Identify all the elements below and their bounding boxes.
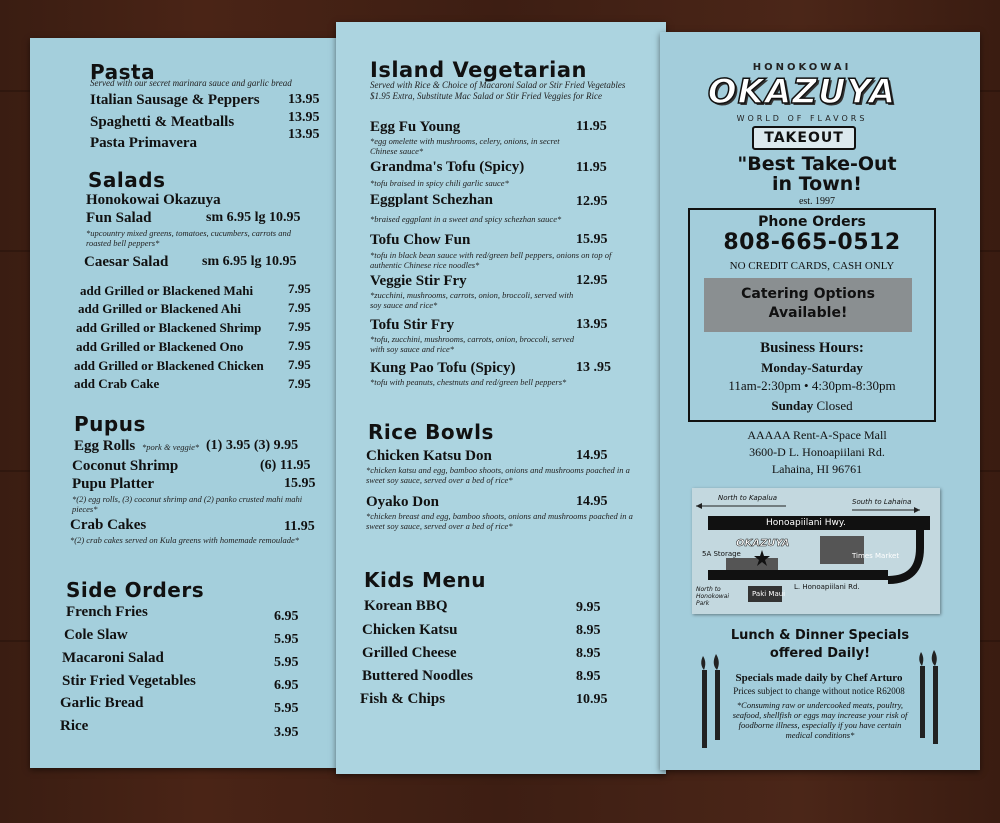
salads-heading: Salads — [88, 168, 166, 192]
map-label: Paki Maui — [752, 590, 786, 598]
pupus-heading: Pupus — [74, 412, 146, 436]
sunday-label: Sunday — [771, 398, 814, 413]
specials-prices: Prices subject to change without notice R62008 — [733, 686, 905, 696]
phone-number: 808-665-0512 — [723, 230, 901, 255]
menu-item-price: 15.95 — [576, 232, 608, 247]
menu-item-name: Grandma's Tofu (Spicy) — [370, 159, 525, 175]
addon-price: 7.95 — [288, 281, 311, 296]
menu-item-desc: *chicken katsu and egg, bamboo shoots, onions and mushrooms poached in a sweet soy sauce, served over a bed of rice* — [366, 465, 630, 485]
menu-item-name: Honokowai Okazuya — [86, 192, 221, 208]
specials-title: offered Daily! — [769, 646, 871, 661]
menu-item-price: 13 .95 — [576, 360, 611, 375]
menu-item-desc: *egg omelette with mushrooms, celery, onions, in secret Chinese sauce* — [370, 136, 560, 156]
menu-item-desc: *(2) egg rolls, (3) coconut shrimp and (2) panko crusted mahi mahi pieces* — [72, 494, 303, 514]
slogan: "Best Take-Out — [737, 153, 897, 175]
menu-item-name: Spaghetti & Meatballs — [90, 114, 235, 130]
menu-item-name: Cole Slaw — [64, 627, 128, 643]
addon-name: add Grilled or Blackened Shrimp — [76, 320, 262, 335]
menu-item-desc: *tofu braised in spicy chili garlic sauce* — [370, 178, 509, 188]
menu-item-price: 8.95 — [576, 669, 601, 684]
menu-item-name: Caesar Salad — [84, 254, 169, 270]
menu-item-name: Garlic Bread — [60, 695, 144, 711]
menu-item-name: French Fries — [66, 604, 148, 620]
menu-item-desc: *braised eggplant in a sweet and spicy schezhan sauce* — [370, 214, 562, 224]
center-menu-panel — [336, 22, 666, 774]
menu-item-name: Chicken Katsu Don — [366, 448, 492, 464]
restaurant-logo — [688, 62, 916, 154]
menu-item-name: Oyako Don — [366, 494, 439, 510]
menu-item-price: (6) 11.95 — [260, 458, 311, 473]
pasta-subtitle: Served with our secret marinara sauce and garlic bread — [90, 78, 292, 88]
map-label: L. Honoapiilani Rd. — [794, 583, 860, 591]
island-vegetarian-subtitle: Served with Rice & Choice of Macaroni Salad or Stir Fried Vegetables — [370, 80, 626, 90]
address-line: Lahaina, HI 96761 — [771, 462, 863, 476]
address-line: 3600-D L. Honoapiilani Rd. — [749, 445, 885, 459]
map-label: Times Market — [852, 552, 900, 560]
menu-item-name: Korean BBQ — [364, 598, 448, 614]
menu-item-price: 5.95 — [274, 701, 299, 716]
addon-name: add Grilled or Blackened Chicken — [74, 358, 264, 373]
menu-item-price: 8.95 — [576, 623, 601, 638]
menu-item-name: Chicken Katsu — [362, 622, 458, 638]
map-logo: OKAZUYA — [736, 538, 790, 549]
location-map — [692, 488, 940, 614]
menu-item-name: Egg Rolls — [74, 438, 136, 454]
menu-item-name: Fun Salad — [86, 210, 152, 226]
catering-text: Catering Options — [741, 286, 875, 302]
sunday-hours — [690, 398, 934, 414]
menu-item-name: Veggie Stir Fry — [370, 273, 467, 289]
kids-menu-heading: Kids Menu — [364, 568, 486, 592]
catering-text: Available! — [768, 305, 848, 321]
tiki-torch-icon — [912, 648, 946, 748]
tiki-torch-icon — [694, 652, 728, 752]
map-label: South to Lahaina — [852, 498, 912, 506]
menu-item-name: Pupu Platter — [72, 476, 155, 492]
addon-price: 7.95 — [288, 338, 311, 353]
menu-item-price: 13.95 — [288, 127, 320, 142]
menu-item-name: Pasta Primavera — [90, 135, 198, 151]
menu-item-price: 6.95 — [274, 609, 299, 624]
menu-item-name: Tofu Chow Fun — [370, 232, 471, 248]
menu-item-name: Italian Sausage & Peppers — [90, 92, 260, 108]
map-label: Honoapiilani Hwy. — [766, 518, 846, 528]
menu-item-desc: *tofu in black bean sauce with red/green bell peppers, onions on top of authentic Chinese rice noodles* — [370, 250, 612, 270]
map-label: North to Kapalua — [718, 494, 778, 502]
hours-days: Monday-Saturday — [761, 360, 863, 375]
addon-name: add Crab Cake — [74, 376, 160, 391]
menu-item-price: 15.95 — [284, 476, 316, 491]
menu-item-price: 3.95 — [274, 725, 299, 740]
menu-item-name: Egg Fu Young — [370, 119, 461, 135]
specials-chef: Specials made daily by Chef Arturo — [735, 672, 903, 684]
established-year: est. 1997 — [798, 196, 836, 207]
address-line: AAAAA Rent-A-Space Mall — [747, 428, 887, 442]
menu-item-name: Crab Cakes — [70, 517, 147, 533]
island-vegetarian-heading: Island Vegetarian — [370, 58, 587, 82]
pasta-heading: Pasta — [90, 60, 156, 84]
menu-item-name: Macaroni Salad — [62, 650, 164, 666]
menu-item-price: 8.95 — [576, 646, 601, 661]
map-label: 5A Storage — [702, 550, 741, 558]
menu-item-price: 6.95 — [274, 678, 299, 693]
menu-item-price: 10.95 — [576, 692, 608, 707]
side-orders-heading: Side Orders — [66, 578, 205, 602]
menu-item-price: 11.95 — [284, 519, 315, 534]
menu-item-price: 12.95 — [576, 194, 608, 209]
menu-item-desc: *pork & veggie* — [142, 442, 200, 452]
addon-price: 7.95 — [288, 319, 311, 334]
menu-item-name: Eggplant Schezhan — [370, 192, 493, 208]
hours-title: Business Hours: — [760, 340, 864, 356]
menu-item-price: 9.95 — [576, 600, 601, 615]
catering-banner — [704, 278, 912, 332]
addon-name: add Grilled or Blackened Ono — [76, 339, 244, 354]
menu-item-price: 11.95 — [576, 160, 607, 175]
slogan: in Town! — [772, 173, 862, 195]
menu-item-name: Kung Pao Tofu (Spicy) — [370, 360, 516, 376]
menu-item-name: Coconut Shrimp — [72, 458, 179, 474]
menu-item-name: Rice — [60, 718, 89, 734]
menu-item-desc: *(2) crab cakes served on Kula greens with homemade remoulade* — [70, 535, 300, 545]
hours-times: 11am-2:30pm • 4:30pm-8:30pm — [728, 378, 896, 393]
menu-item-price: 12.95 — [576, 273, 608, 288]
specials-title: Lunch & Dinner Specials — [730, 628, 910, 643]
rice-bowls-heading: Rice Bowls — [368, 420, 494, 444]
menu-item-name: Tofu Stir Fry — [370, 317, 455, 333]
menu-item-price: 14.95 — [576, 494, 608, 509]
menu-item-price: 13.95 — [576, 317, 608, 332]
addon-price: 7.95 — [288, 300, 311, 315]
addon-price: 7.95 — [288, 357, 311, 372]
map-label: North to Honokowai Park — [696, 586, 730, 607]
logo-top-text: HONOKOWAI — [752, 62, 852, 73]
right-info-panel — [660, 32, 980, 770]
menu-item-price: 5.95 — [274, 655, 299, 670]
logo-name: OKAZUYA — [707, 72, 897, 112]
menu-item-price: 13.95 — [288, 110, 320, 125]
phone-orders-box — [688, 208, 936, 422]
menu-item-name: Grilled Cheese — [362, 645, 457, 661]
phone-orders-label: Phone Orders — [758, 214, 866, 230]
sunday-closed: Closed — [816, 398, 853, 413]
menu-item-price: 14.95 — [576, 448, 608, 463]
addon-price: 7.95 — [288, 376, 311, 391]
menu-item-name: Buttered Noodles — [362, 668, 473, 684]
menu-item-price: 13.95 — [288, 92, 320, 107]
menu-item-desc: *upcountry mixed greens, tomatoes, cucumbers, carrots and roasted bell peppers* — [86, 228, 291, 248]
left-menu-panel — [30, 38, 348, 768]
logo-tagline: WORLD OF FLAVORS — [736, 114, 868, 123]
menu-item-desc: *tofu with peanuts, chestnuts and red/green bell peppers* — [370, 377, 567, 387]
menu-item-price: sm 6.95 lg 10.95 — [206, 210, 301, 225]
menu-item-price: 11.95 — [576, 119, 607, 134]
payment-note: NO CREDIT CARDS, CASH ONLY — [729, 260, 895, 272]
menu-item-name: Fish & Chips — [360, 691, 446, 707]
menu-item-desc: *tofu, zucchini, mushrooms, carrots, onion, broccoli, served with soy sauce and rice* — [370, 334, 574, 354]
island-vegetarian-subtitle: $1.95 Extra, Substitute Mac Salad or Stir Fried Veggies for Rice — [370, 91, 602, 101]
menu-item-name: Stir Fried Vegetables — [62, 673, 196, 689]
menu-item-desc: *chicken breast and egg, bamboo shoots, onions and mushrooms poached in a sweet soy sauce, served over a bed of rice* — [366, 511, 633, 531]
addon-name: add Grilled or Blackened Mahi — [80, 283, 254, 298]
menu-item-desc: *zucchini, mushrooms, carrots, onion, broccoli, served with soy sauce and rice* — [370, 290, 574, 310]
menu-item-price: (1) 3.95 (3) 9.95 — [206, 438, 299, 453]
menu-item-price: 5.95 — [274, 632, 299, 647]
health-warning: *Consuming raw or undercooked meats, poultry, seafood, shellfish or eggs may increase your risk of foodborne illness, especially if you have certain medical conditions* — [732, 700, 908, 740]
addon-name: add Grilled or Blackened Ahi — [78, 301, 242, 316]
menu-item-price: sm 6.95 lg 10.95 — [202, 254, 297, 269]
takeout-badge: TAKEOUT — [752, 126, 856, 150]
